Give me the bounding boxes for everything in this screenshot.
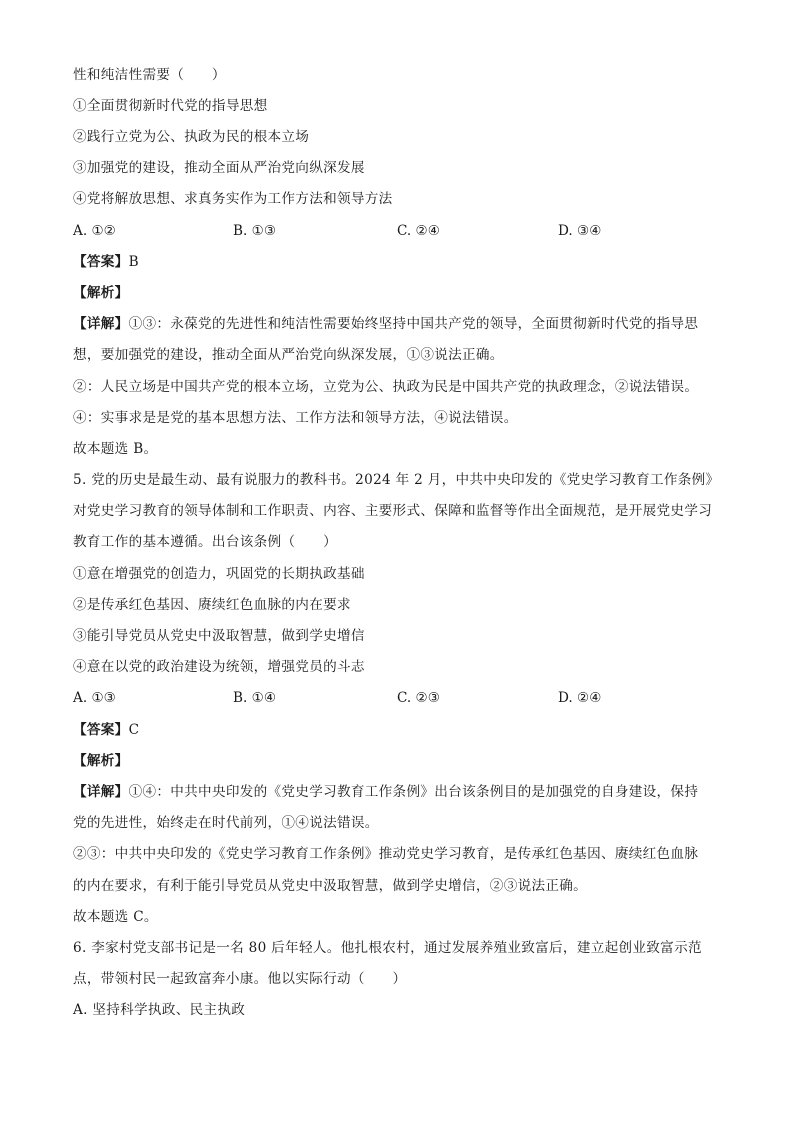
q4-answer-value: B	[128, 254, 139, 270]
q5-item-1: ①意在增强党的创造力，巩固党的长期执政基础	[73, 566, 365, 582]
q4-option-b: B. ①③	[233, 223, 277, 239]
q5-item-2: ②是传承红色基因、赓续红色血脉的内在要求	[73, 597, 351, 613]
q5-answer-tag: 【答案】	[73, 722, 129, 738]
q5-detail-line-1	[73, 783, 698, 801]
q5-option-b: B. ①④	[233, 690, 277, 706]
q4-detail-text-1: ①③：永葆党的先进性和纯洁性需要始终坚持中国共产党的领导，全面贯彻新时代党的指导思	[128, 316, 699, 332]
q4-detail-line-1	[73, 315, 698, 333]
q6-stem-line-2: 点，带领村民一起致富奔小康。他以实际行动（ ）	[73, 971, 407, 987]
q4-option-a: A. ①②	[73, 223, 116, 239]
q5-stem-line-2: 对党史学习教育的领导体制和工作职责、内容、主要形式、保障和监督等作出全面规范，是开展党史学习	[73, 503, 713, 519]
q5-stem-line-1: 5. 党的历史是最生动、最有说服力的教科书。2024 年 2 月，中共中央印发的《党史学习教育工作条例》	[73, 472, 720, 488]
q4-detail-tag: 【详解】	[73, 316, 129, 332]
q5-detail-line-2: 党的先进性，始终走在时代前列，①④说法错误。	[73, 815, 379, 831]
q5-analysis-tag: 【解析】	[73, 753, 129, 769]
q5-option-a: A. ①③	[73, 690, 116, 706]
q4-item-2: ②践行立党为公、执政为民的根本立场	[73, 129, 310, 145]
q4-conclusion: 故本题选 B。	[73, 441, 158, 457]
q4-item-4: ④党将解放思想、求真务实作为工作方法和领导方法	[73, 191, 393, 207]
q5-answer-value: C	[128, 722, 140, 738]
q4-item-3: ③加强党的建设，推动全面从严治党向纵深发展	[73, 160, 365, 176]
q4-detail-line-4: ④：实事求是是党的基本思想方法、工作方法和领导方法，④说法错误。	[73, 410, 518, 426]
q5-detail-line-3: ②③：中共中央印发的《党史学习教育工作条例》推动党史学习教育，是传承红色基因、赓续红色血脉	[73, 846, 699, 862]
q5-item-3: ③能引导党员从党史中汲取智慧，做到学史增信	[73, 628, 365, 644]
q4-option-d: D. ③④	[558, 223, 602, 239]
q5-answer	[73, 721, 139, 739]
q5-option-c: C. ②③	[397, 690, 440, 706]
q4-answer-tag: 【答案】	[73, 254, 129, 270]
q6-stem-line-1: 6. 李家村党支部书记是一名 80 后年轻人。他扎根农村，通过发展养殖业致富后，建立起创业致富示范	[73, 940, 702, 956]
q4-analysis-tag: 【解析】	[73, 285, 129, 301]
q5-item-4: ④意在以党的政治建设为统领，增强党员的斗志	[73, 659, 365, 675]
q5-conclusion: 故本题选 C。	[73, 909, 158, 925]
q4-detail-line-2: 想，要加强党的建设，推动全面从严治党向纵深发展，①③说法正确。	[73, 347, 504, 363]
q4-item-1: ①全面贯彻新时代党的指导思想	[73, 98, 268, 114]
q5-stem-line-3: 教育工作的基本遵循。出台该条例（ ）	[73, 534, 337, 550]
q6-option-a: A. 坚持科学执政、民主执政	[73, 1002, 246, 1018]
q4-answer	[73, 253, 139, 271]
q4-detail-line-3: ②：人民立场是中国共产党的根本立场，立党为公、执政为民是中国共产党的执政理念，②说法错误。	[73, 379, 699, 395]
q5-option-d: D. ②④	[558, 690, 602, 706]
q4-option-c: C. ②④	[397, 223, 440, 239]
q5-detail-line-4: 的内在要求，有利于能引导党员从党史中汲取智慧，做到学史增信，②③说法正确。	[73, 878, 588, 894]
q5-detail-tag: 【详解】	[73, 784, 129, 800]
q5-detail-text-1: ①④：中共中央印发的《党史学习教育工作条例》出台该条例目的是加强党的自身建设，保持	[128, 784, 699, 800]
q4-stem-tail: 性和纯洁性需要（ ）	[73, 67, 226, 83]
